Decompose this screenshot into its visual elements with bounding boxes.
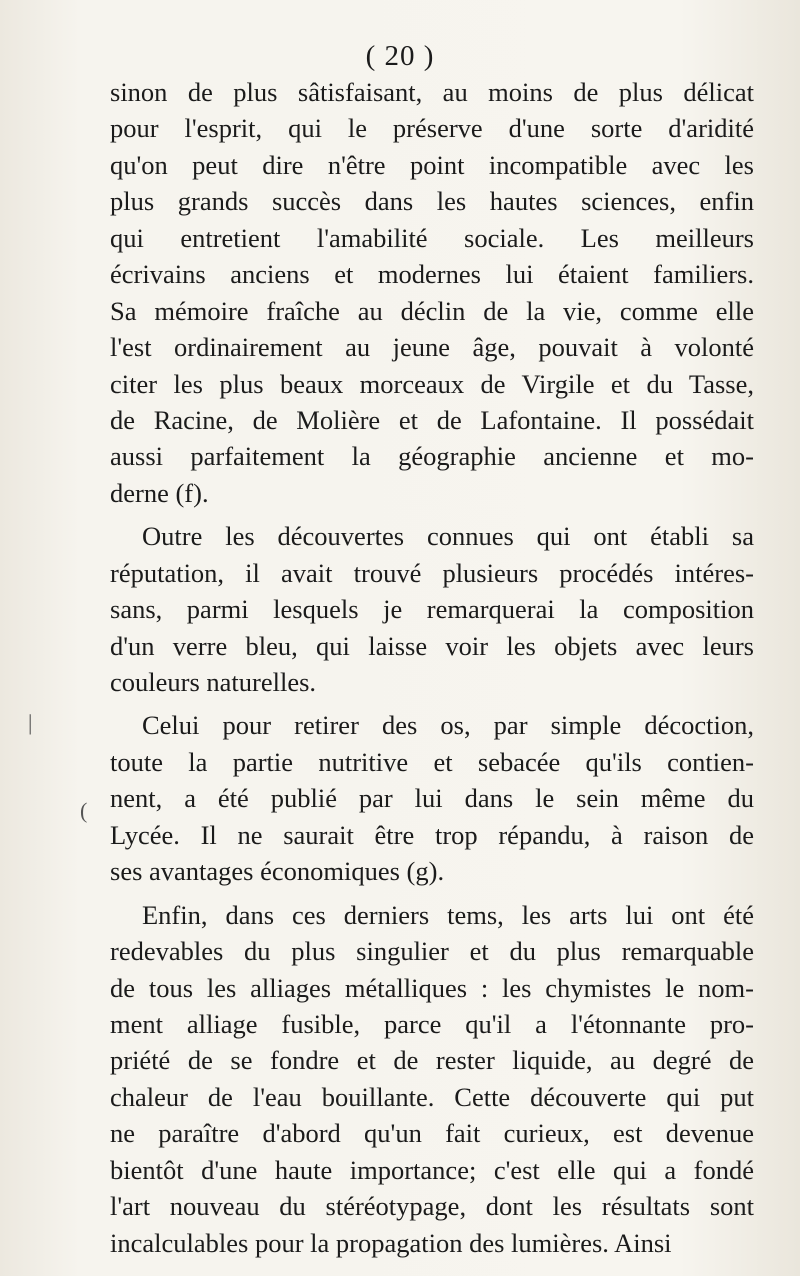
text-line: réputation, il avait trouvé plusieurs procédés intéres- [110,557,754,588]
text-line: sinon de plus sâtisfaisant, au moins de plus délicat [110,77,754,107]
text-line: redevables du plus singulier et du plus remarquable [110,936,754,967]
text-line: derne (f). [110,477,209,508]
text-line: qui entretient l'amabilité sociale. Les meilleurs [110,222,754,253]
text-line: couleurs naturelles. [110,667,317,697]
text-line: de tous les alliages métalliques : les chymistes le nom- [110,972,754,1003]
text-line: citer les plus beaux morceaux de Virgile et du Tasse, [110,368,754,399]
text-line: Celui pour retirer des os, par simple décoction, [142,710,754,741]
paragraph-gap [110,700,754,707]
margin-mark: | [28,710,33,735]
paragraph-gap [110,511,754,518]
text-line: priété de se fondre et de rester liquide, au degré de [110,1045,754,1076]
margin-mark: ( [80,798,88,823]
text-line: bientôt d'une haute importance; c'est elle qui a fondé [110,1154,754,1185]
text-line: chaleur de l'eau bouillante. Cette découverte qui put [110,1081,754,1112]
paragraph [110,897,754,1261]
text-line: écrivains anciens et modernes lui étaient familiers. [110,259,754,290]
body-text [110,74,754,1261]
text-line: plus grands succès dans les hautes sciences, enfin [110,186,754,217]
text-line: ses avantages économiques (g). [110,856,445,887]
text-line: Lycée. Il ne saurait être trop répandu, à raison de [110,819,754,850]
text-line: Outre les découvertes connues qui ont établi sa [142,521,754,552]
text-line: nent, a été publié par lui dans le sein même du [110,783,754,814]
text-line: sans, parmi lesquels je remarquerai la composition [110,594,754,625]
text-line: l'art nouveau du stéréotypage, dont les résultats sont [110,1191,754,1222]
text-line: ment alliage fusible, parce qu'il a l'étonnante pro- [110,1008,754,1039]
page-number: ( 20 ) [365,40,435,72]
paragraph [110,518,754,700]
text-line: incalculables pour la propagation des lumières. Ainsi [110,1227,672,1258]
paragraph-gap [110,890,754,897]
text-line: l'est ordinairement au jeune âge, pouvait à volonté [110,332,754,363]
text-line: Enfin, dans ces derniers tems, les arts lui ont été [142,899,754,930]
text-line: aussi parfaitement la géographie ancienne et mo- [110,441,754,472]
text-line: qu'on peut dire n'être point incompatible avec les [110,149,754,180]
text-line: Sa mémoire fraîche au déclin de la vie, comme elle [110,295,754,326]
text-line: pour l'esprit, qui le préserve d'une sorte d'aridité [110,113,754,144]
paragraph [110,74,754,511]
text-line: toute la partie nutritive et sebacée qu'ils contien- [110,746,754,777]
text-line: de Racine, de Molière et de Lafontaine. Il possédait [110,404,754,435]
paragraph [110,707,754,889]
text-line: ne paraître d'abord qu'un fait curieux, est devenue [110,1118,754,1149]
text-line: d'un verre bleu, qui laisse voir les objets avec leurs [110,630,754,661]
